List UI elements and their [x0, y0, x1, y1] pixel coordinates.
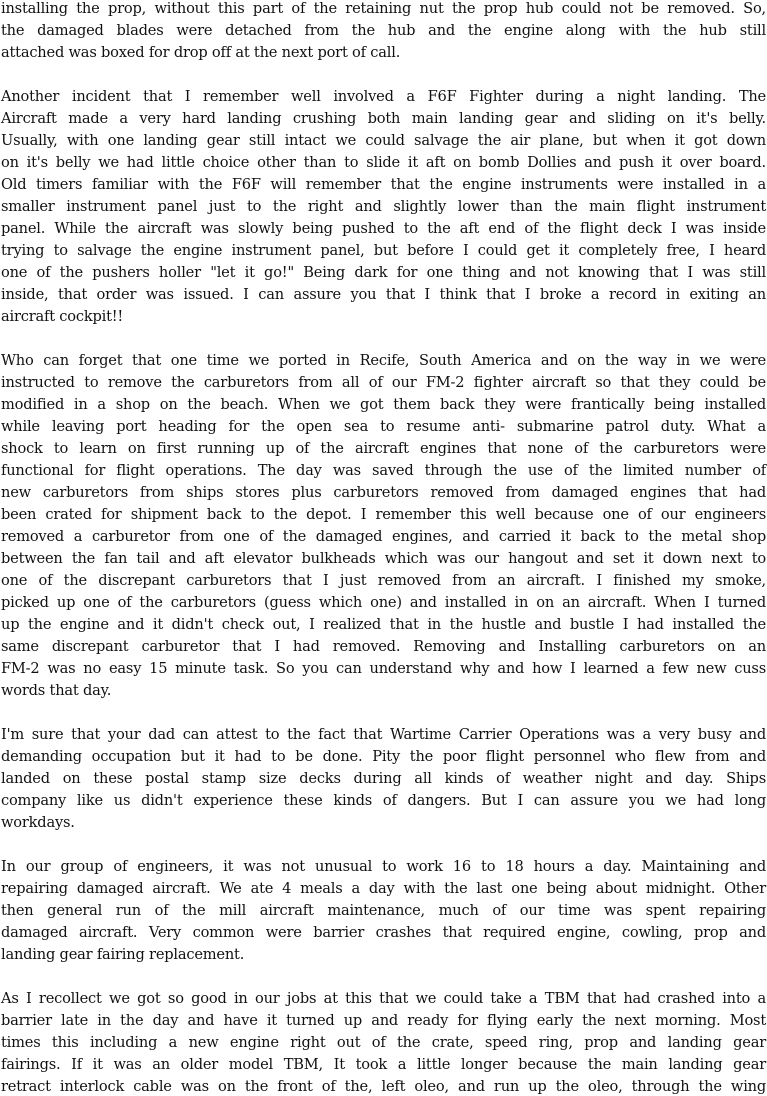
text-line: inside, that order was issued. I can assure you that I think that I broke a record in exiting an	[1, 286, 766, 303]
paragraph-recife-carburetors	[0, 350, 767, 702]
text-line: times this including a new engine right out of the crate, speed ring, prop and landing gear	[1, 1034, 766, 1051]
text-line: Who can forget that one time we ported in Recife, South America and on the way in we were	[1, 352, 766, 369]
text-line: barrier late in the day and have it turned up and ready for flying early the next morning. Most	[1, 1012, 766, 1029]
text-line: the damaged blades were detached from the hub and the engine along with the hub still	[1, 22, 766, 39]
text-line: attached was boxed for drop off at the next port of call.	[1, 44, 401, 61]
text-line: picked up one of the carburetors (guess which one) and installed in on an aircraft. When I turned	[1, 594, 766, 611]
paragraph-gap	[0, 64, 767, 86]
paragraph-gap	[0, 328, 767, 350]
paragraph-gap	[0, 702, 767, 724]
text-line: retract interlock cable was on the front of the, left oleo, and run up the oleo, through the wing	[1, 1078, 766, 1095]
paragraph-carrier-operations	[0, 724, 767, 834]
text-line: words that day.	[1, 682, 112, 699]
text-line: new carburetors from ships stores plus carburetors removed from damaged engines that had	[1, 484, 766, 501]
text-line: FM-2 was no easy 15 minute task. So you can understand why and how I learned a few new cuss	[1, 660, 766, 677]
text-line: instructed to remove the carburetors from all of our FM-2 fighter aircraft so that they could be	[1, 374, 766, 391]
paragraph-gap	[0, 966, 767, 988]
text-line: functional for flight operations. The day was saved through the use of the limited number of	[1, 462, 766, 479]
paragraph-f6f-night-landing	[0, 86, 767, 328]
text-line: damaged aircraft. Very common were barrier crashes that required engine, cowling, prop and	[1, 924, 766, 941]
text-line: As I recollect we got so good in our jobs at this that we could take a TBM that had crashed into a	[1, 990, 766, 1007]
text-line: then general run of the mill aircraft maintenance, much of our time was spent repairing	[1, 902, 766, 919]
text-line: one of the discrepant carburetors that I just removed from an aircraft. I finished my smoke,	[1, 572, 766, 589]
text-line: Usually, with one landing gear still intact we could salvage the air plane, but when it got down	[1, 132, 766, 149]
text-line: been crated for shipment back to the depot. I remember this well because one of our engineers	[1, 506, 766, 523]
text-line: landed on these postal stamp size decks during all kinds of weather night and day. Ships	[1, 770, 766, 787]
text-line: between the fan tail and aft elevator bulkheads which was our hangout and set it down next to	[1, 550, 766, 567]
text-line: Another incident that I remember well involved a F6F Fighter during a night landing. The	[1, 88, 766, 105]
text-line: trying to salvage the engine instrument panel, but before I could get it completely free, I heard	[1, 242, 766, 259]
text-line: repairing damaged aircraft. We ate 4 meals a day with the last one being about midnight. Other	[1, 880, 766, 897]
text-line: panel. While the aircraft was slowly being pushed to the aft end of the flight deck I was inside	[1, 220, 766, 237]
text-line: Aircraft made a very hard landing crushing both main landing gear and sliding on it's belly.	[1, 110, 766, 127]
text-line: workdays.	[1, 814, 75, 831]
text-line: In our group of engineers, it was not unusual to work 16 to 18 hours a day. Maintaining and	[1, 858, 766, 875]
text-line: demanding occupation but it had to be done. Pity the poor flight personnel who flew from and	[1, 748, 766, 765]
text-line: shock to learn on first running up of the aircraft engines that none of the carburetors were	[1, 440, 766, 457]
paragraph-tbm-repairs	[0, 988, 767, 1096]
paragraph-engineer-hours	[0, 856, 767, 966]
text-line: while leaving port heading for the open sea to resume anti- submarine patrol duty. What a	[1, 418, 766, 435]
text-line: Old timers familiar with the F6F will remember that the engine instruments were installed in a	[1, 176, 766, 193]
text-line: on it's belly we had little choice other than to slide it aft on bomb Dollies and push it over board.	[1, 154, 766, 171]
paragraph-gap	[0, 834, 767, 856]
paragraph-prop-hub	[0, 0, 767, 64]
text-line: fairings. If it was an older model TBM, It took a little longer because the main landing gear	[1, 1056, 766, 1073]
text-line: company like us didn't experience these kinds of dangers. But I can assure you we had long	[1, 792, 766, 809]
text-line: up the engine and it didn't check out, I realized that in the hustle and bustle I had installed the	[1, 616, 766, 633]
text-line: smaller instrument panel just to the right and slightly lower than the main flight instrument	[1, 198, 766, 215]
text-line: same discrepant carburetor that I had removed. Removing and Installing carburetors on an	[1, 638, 766, 655]
text-line: modified in a shop on the beach. When we got them back they were frantically being installed	[1, 396, 766, 413]
text-line: landing gear fairing replacement.	[1, 946, 245, 963]
text-line: removed a carburetor from one of the damaged engines, and carried it back to the metal shop	[1, 528, 766, 545]
text-line: one of the pushers holler "let it go!" Being dark for one thing and not knowing that I was still	[1, 264, 766, 281]
text-line: I'm sure that your dad can attest to the fact that Wartime Carrier Operations was a very busy and	[1, 726, 766, 743]
text-line: installing the prop, without this part of the retaining nut the prop hub could not be removed. So,	[1, 0, 766, 17]
text-line: aircraft cockpit!!	[1, 308, 124, 325]
